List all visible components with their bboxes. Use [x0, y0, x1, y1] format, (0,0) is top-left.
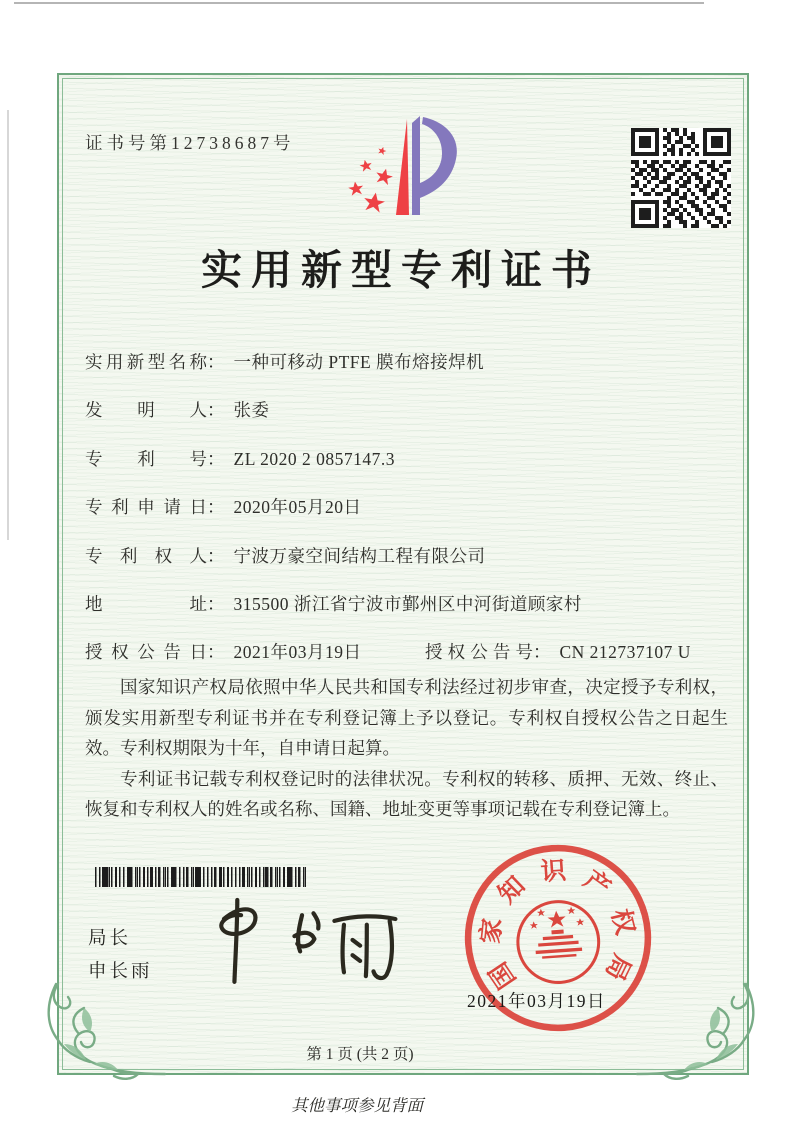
seal-char: 局	[599, 949, 637, 985]
field-label: 授权公告日	[85, 642, 207, 663]
field-label: 专利权人	[85, 545, 207, 566]
field-patent-number: 专利号： ZL 2020 2 0857147.3	[85, 446, 730, 473]
commissioner-title: 局长	[88, 927, 132, 948]
corner-flourish-icon	[34, 982, 166, 1094]
field-label: 发明人	[85, 400, 207, 421]
field-label: 授权公告号	[425, 642, 533, 663]
commissioner-name: 申长雨	[88, 960, 153, 981]
certificate-number: 证书号第12738687号	[85, 133, 295, 153]
field-value: 宁波万豪空间结构工程有限公司	[233, 545, 486, 566]
corner-flourish-icon	[636, 982, 768, 1094]
field-label: 专利号	[85, 448, 207, 469]
certificate-fields	[85, 349, 730, 688]
field-value: ZL 2020 2 0857147.3	[233, 448, 395, 469]
field-grant-line: 授权公告日： 2021年03月19日 授权公告号： CN 212737107 U	[85, 639, 730, 666]
field-label: 实用新型名称	[85, 352, 207, 372]
field-address: 地址： 315500 浙江省宁波市鄞州区中河街道顾家村	[85, 591, 730, 618]
page-number: 第 1 页 (共 2 页)	[306, 1046, 414, 1063]
scan-artifact-left	[7, 110, 9, 540]
seal-date: 2021年03月19日	[467, 991, 606, 1011]
body-paragraph-1: 国家知识产权局依照中华人民共和国专利法经过初步审查，决定授予专利权，颁发实用新型专利证书并在专利登记簿上予以登记。专利权自授权公告之日起生效。专利权期限为十年，自申请日起算。	[85, 677, 728, 759]
field-inventor: 发明人： 张委	[85, 397, 730, 424]
body-paragraph-2: 专利证书记载专利权登记时的法律状况。专利权的转移、质押、无效、终止、恢复和专利权人的姓名或名称、国籍、地址变更等事项记载在专利登记簿上。	[85, 768, 728, 820]
scan-artifact-top	[14, 2, 704, 4]
cnipa-logo-icon	[346, 111, 468, 231]
field-filing-date: 专利申请日： 2020年05月20日	[85, 494, 730, 521]
field-value: CN 212737107 U	[559, 642, 691, 663]
field-value: 315500 浙江省宁波市鄞州区中河街道顾家村	[233, 593, 582, 614]
field-value: 2021年03月19日	[233, 642, 362, 663]
back-side-note: 其他事项参见背面	[291, 1096, 423, 1115]
field-value: 张委	[233, 400, 270, 421]
seal-char: 知	[492, 871, 531, 909]
field-utility-model-name: 实用新型名称： 一种可移动 PTFE 膜布熔接焊机	[85, 349, 730, 376]
commissioner-signature-image	[203, 888, 403, 990]
certificate-title: 实用新型专利证书	[201, 247, 601, 293]
seal-char: 权	[605, 906, 640, 938]
seal-char: 家	[476, 916, 508, 946]
seal-char: 国	[484, 956, 522, 994]
official-seal	[450, 830, 666, 1046]
field-patentee: 专利权人： 宁波万豪空间结构工程有限公司	[85, 543, 730, 570]
field-label: 地址	[85, 593, 207, 614]
barcode	[95, 867, 307, 887]
seal-char: 产	[578, 865, 616, 903]
field-value: 2020年05月20日	[233, 497, 362, 518]
field-label: 专利申请日	[85, 497, 207, 518]
field-grant-number: 授权公告号： CN 212737107 U	[425, 639, 691, 664]
qr-code	[631, 128, 731, 228]
seal-char: 识	[539, 856, 567, 887]
signature-block	[88, 921, 153, 987]
seal-national-emblem-icon	[515, 899, 601, 985]
certificate-body-text	[85, 672, 728, 825]
field-value: 一种可移动 PTFE 膜布熔接焊机	[233, 352, 485, 372]
